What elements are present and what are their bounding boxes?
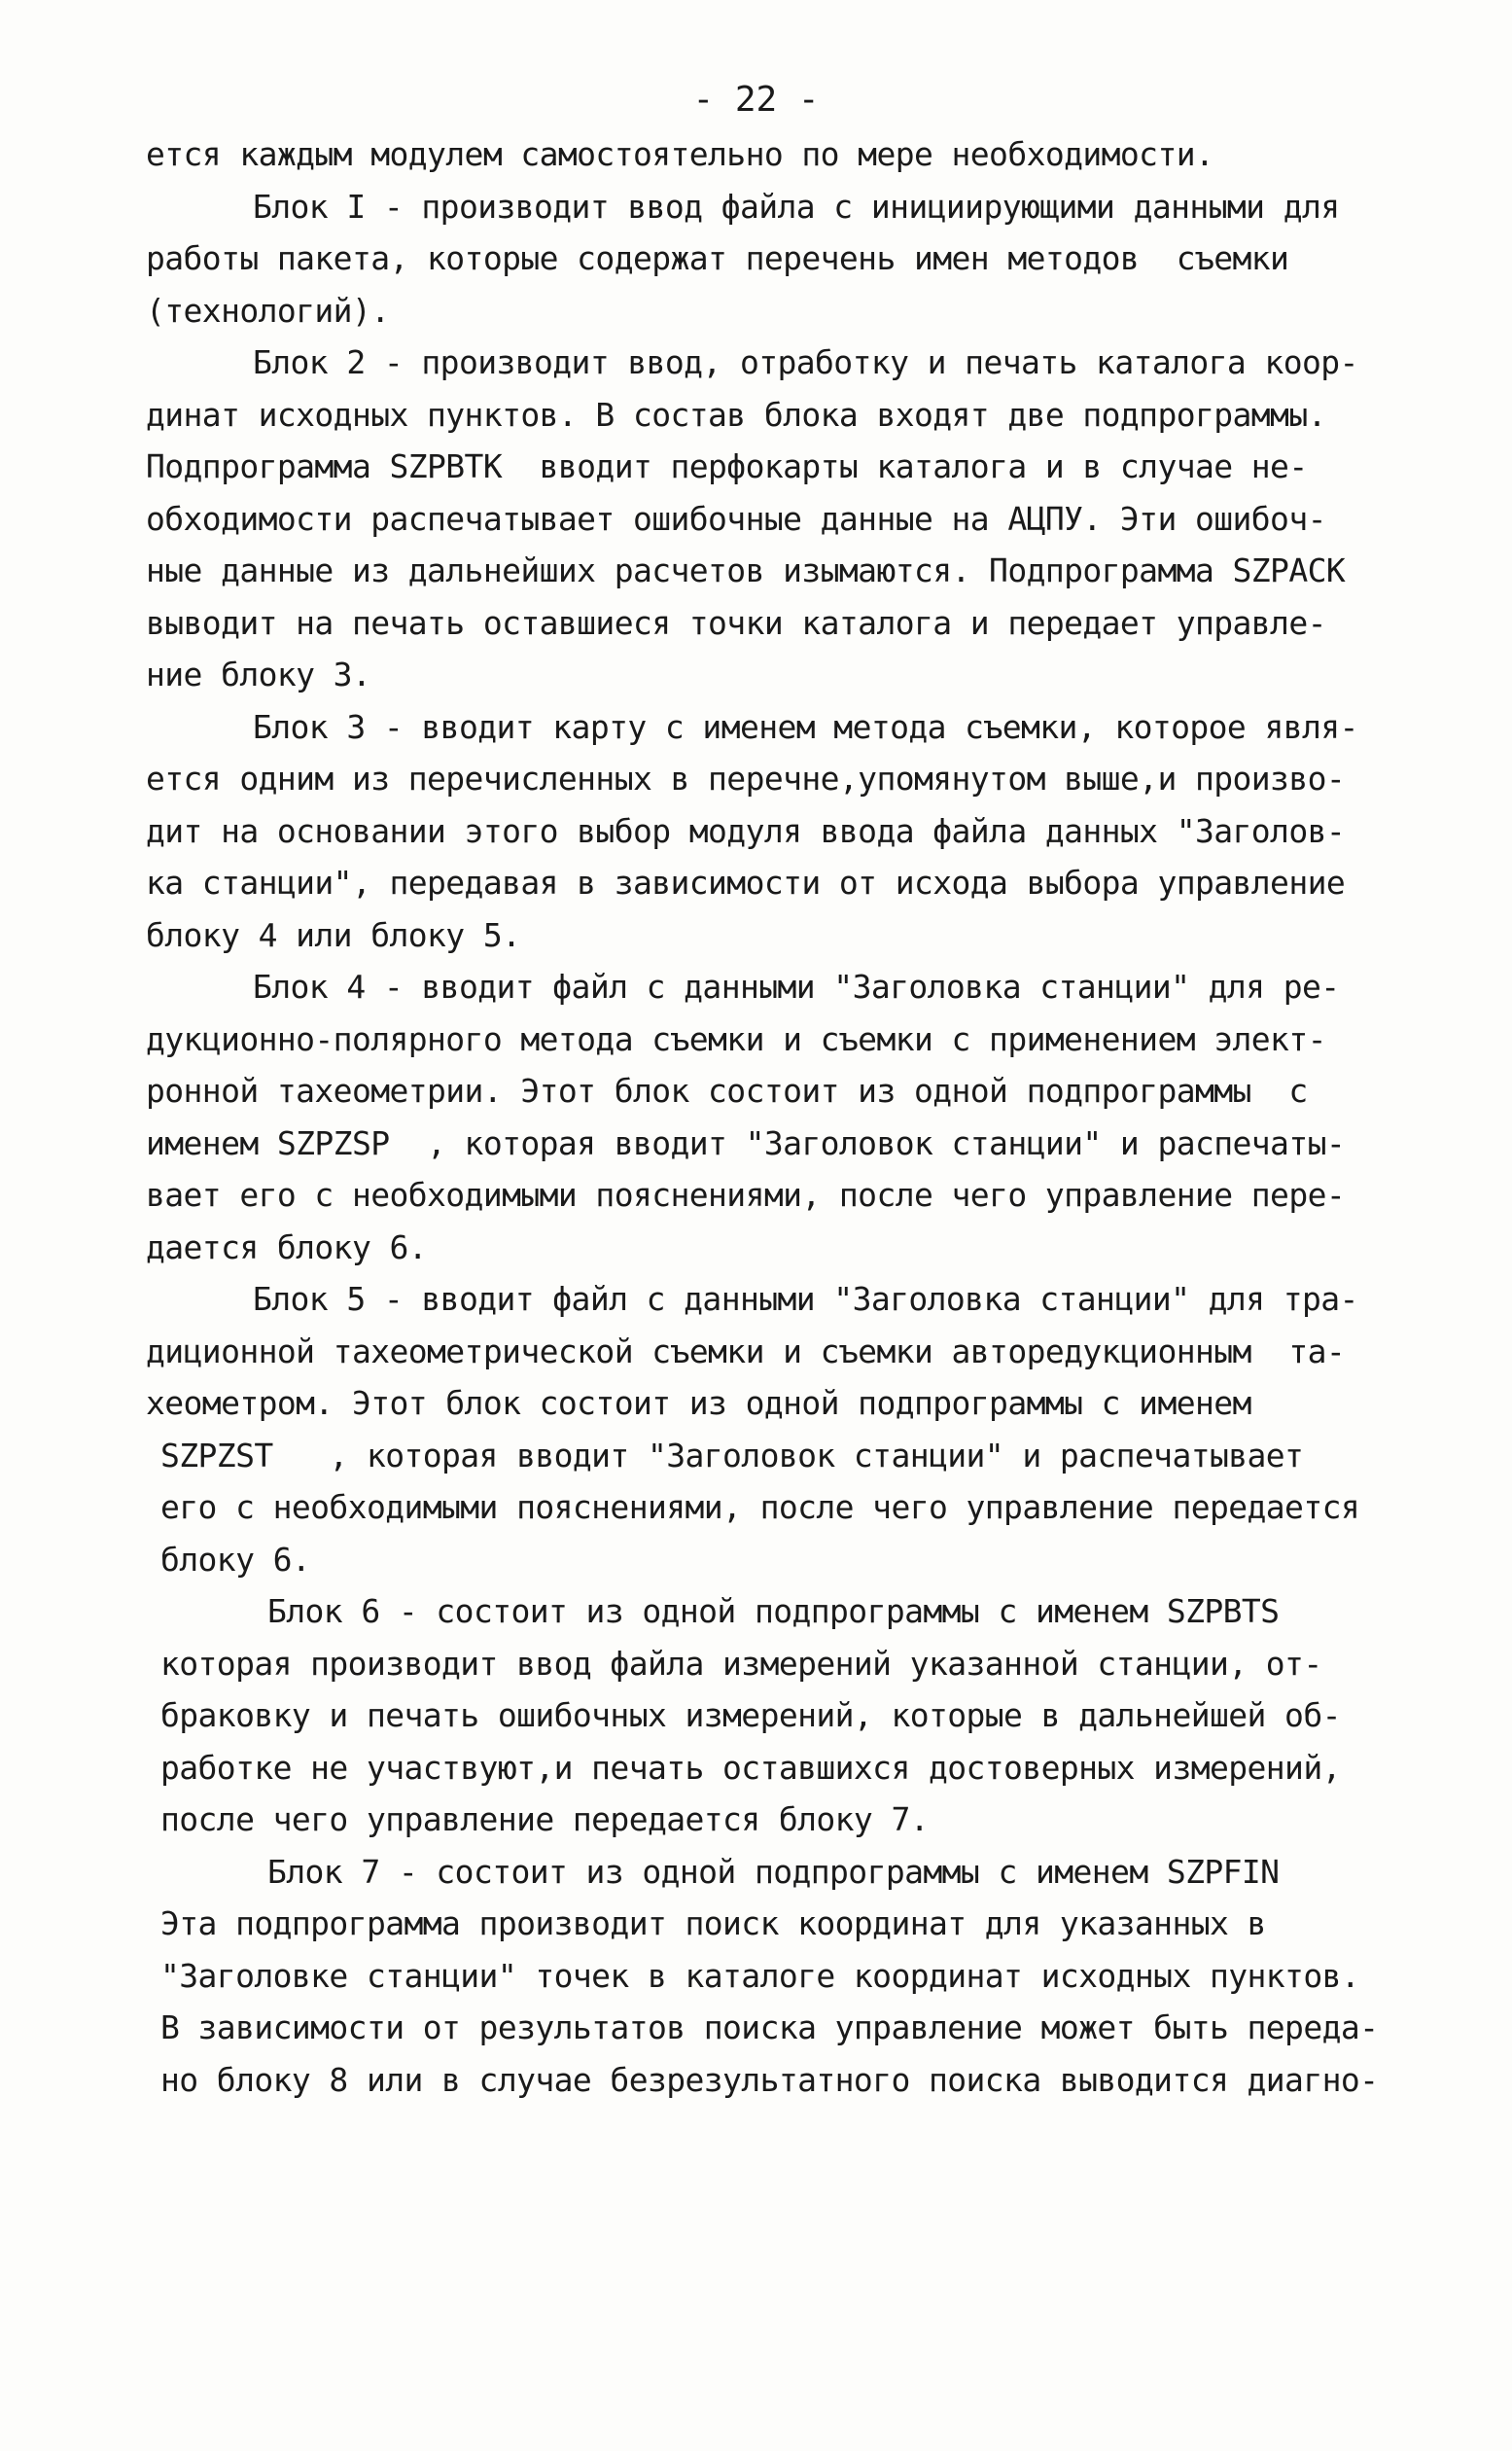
text-line: дит на основании этого выбор модуля ввода файла данных "Заголов-: [146, 811, 1346, 850]
body-text: [146, 128, 1507, 2106]
text-line: Эта подпрограмма производит поиск координат для указанных в: [160, 1904, 1266, 1942]
text-line: Блок 6 - состоит из одной подпрограммы с именем SZPBTS: [267, 1592, 1280, 1630]
text-line: которая производит ввод файла измерений указанной станции, от-: [160, 1644, 1322, 1683]
text-line: В зависимости от результатов поиска управление может быть переда-: [160, 2008, 1379, 2046]
text-line: вает его с необходимыми пояснениями, после чего управление пере-: [146, 1176, 1346, 1214]
text-line: ронной тахеометрии. Этот блок состоит из одной подпрограммы с: [146, 1072, 1308, 1110]
text-line: работы пакета, которые содержат перечень имен методов съемки: [146, 239, 1289, 277]
text-line: "Заголовке станции" точек в каталоге координат исходных пунктов.: [160, 1956, 1360, 1995]
text-line: динат исходных пунктов. В состав блока входят две подпрограммы.: [146, 395, 1326, 434]
text-line: SZPZST , которая вводит "Заголовок станции" и распечатывает: [160, 1436, 1304, 1474]
text-line: Блок 3 - вводит карту с именем метода съемки, которое явля-: [253, 707, 1358, 746]
text-line: блоку 4 или блоку 5.: [146, 915, 521, 954]
text-line: дукционно-полярного метода съемки и съемки с применением элект-: [146, 1019, 1326, 1058]
text-line: после чего управление передается блоку 7.: [160, 1800, 929, 1838]
text-line: ные данные из дальнейших расчетов изымаются. Подпрограмма SZPACK: [146, 551, 1346, 589]
text-line: блоку 6.: [160, 1540, 311, 1579]
text-line: выводит на печать оставшиеся точки каталога и передает управле-: [146, 603, 1326, 642]
text-line: Блок 4 - вводит файл с данными "Заголовка станции" для ре-: [253, 968, 1340, 1006]
text-line: Блок 5 - вводит файл с данными "Заголовка станции" для тра-: [253, 1280, 1358, 1318]
text-line: хеометром. Этот блок состоит из одной подпрограммы с именем: [146, 1384, 1251, 1422]
text-line: браковку и печать ошибочных измерений, которые в дальнейшей об-: [160, 1696, 1341, 1734]
text-line: но блоку 8 или в случае безрезультатного поиска выводится диагно-: [160, 2060, 1379, 2099]
text-line: обходимости распечатывает ошибочные данные на АЦПУ. Эти ошибоч-: [146, 499, 1326, 538]
text-line: Блок I - производит ввод файла с инициирующими данными для: [253, 187, 1340, 226]
page-number: - 22 -: [692, 80, 820, 120]
text-line: ка станции", передавая в зависимости от исхода выбора управление: [146, 864, 1346, 902]
text-line: ется одним из перечисленных в перечне,упомянутом выше,и произво-: [146, 760, 1346, 798]
text-line: именем SZPZSP , которая вводит "Заголовок станции" и распечаты-: [146, 1123, 1346, 1162]
text-line: Блок 7 - состоит из одной подпрограммы с именем SZPFIN: [267, 1852, 1280, 1891]
text-line: Подпрограмма SZPBTK вводит перфокарты каталога и в случае не-: [146, 447, 1308, 485]
text-line: Блок 2 - производит ввод, отработку и печать каталога коор-: [253, 343, 1358, 381]
text-line: работке не участвуют,и печать оставшихся достоверных измерений,: [160, 1748, 1341, 1787]
text-line: его с необходимыми пояснениями, после чего управление передается: [160, 1488, 1360, 1526]
text-line: диционной тахеометрической съемки и съемки авторедукционным та-: [146, 1332, 1346, 1370]
text-line: ется каждым модулем самостоятельно по мере необходимости.: [146, 135, 1214, 173]
text-line: ние блоку 3.: [146, 656, 371, 693]
text-line: (технологий).: [146, 291, 390, 330]
text-line: дается блоку 6.: [146, 1227, 428, 1266]
